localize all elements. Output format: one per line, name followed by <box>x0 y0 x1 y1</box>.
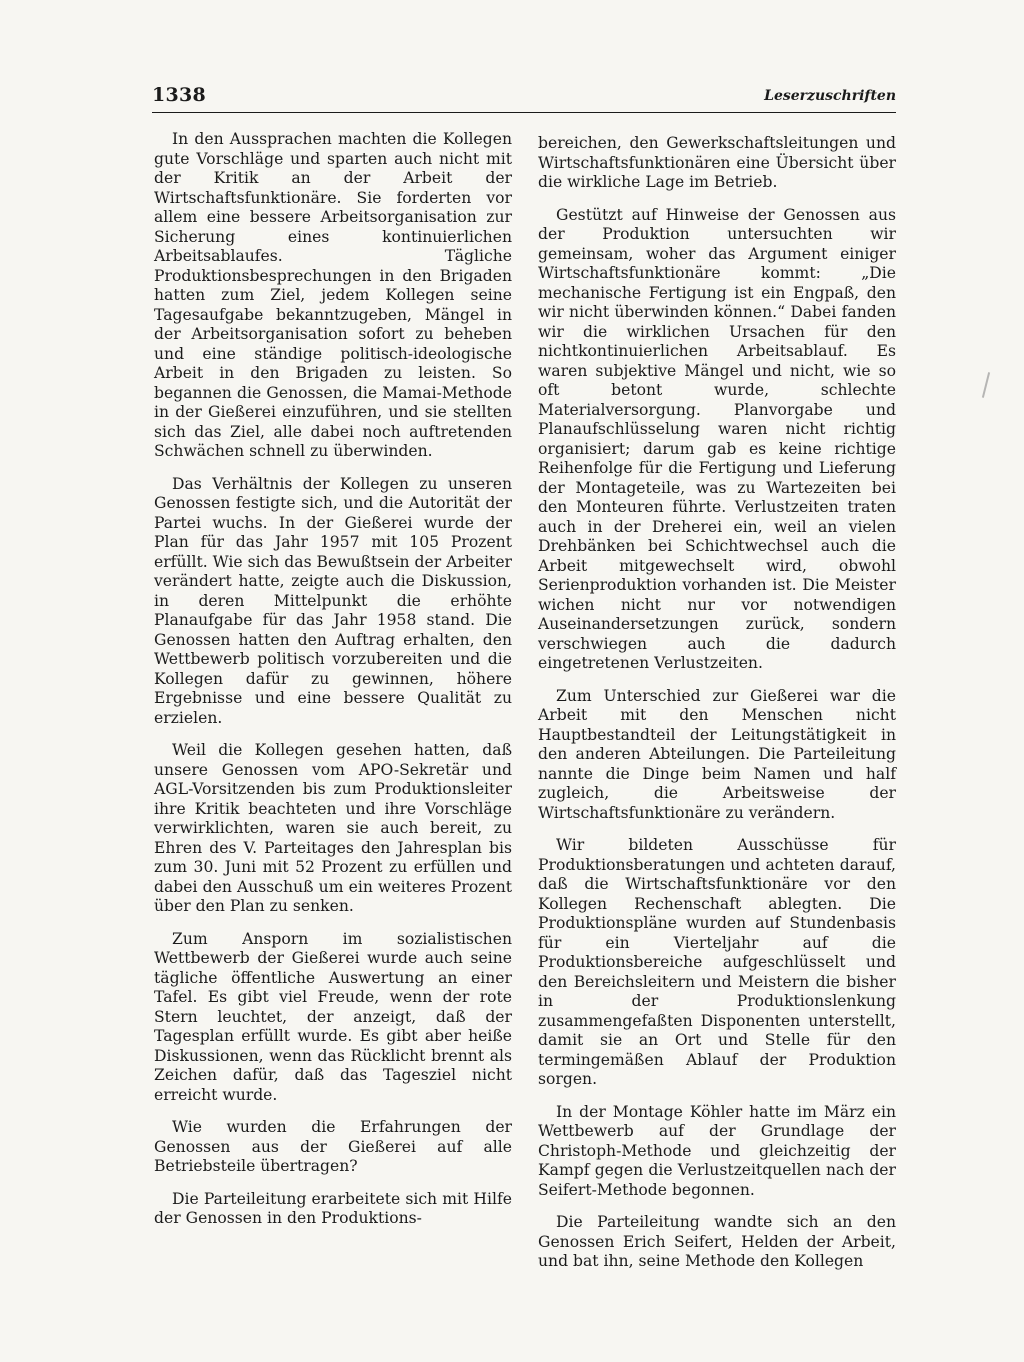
paragraph: Die Parteileitung wandte sich an den Genossen Erich Seifert, Helden der Arbeit, und bat ihn, seine Methode den Kollegen <box>538 1213 896 1270</box>
paragraph: Wie wurden die Erfahrungen der Genossen aus der Gießerei auf alle Betriebsteile übertragen? <box>154 1118 512 1175</box>
paragraph: In den Aussprachen machten die Kollegen gute Vorschläge und sparten auch nicht mit der Kritik an der Arbeit der Wirtschaftsfunktionäre. Sie forderten vor allem eine bessere Arbeitsorganisation zur Sicherung eines kontinuierlichen Arbeitsablaufes. Tägliche Produktionsbesprechungen in den Brigaden hatten zum Ziel, jedem Kollegen seine Tagesaufgabe bekanntzugeben, Mängel in der Arbeitsorganisation sofort zu beheben und eine ständige politisch-ideologische Arbeit in den Brigaden zu leisten. So begannen die Genossen, die Mamai-Methode in der Gießerei einzuführen, und sie stellten sich das Ziel, alle dabei noch auftretenden Schwächen schnell zu überwinden. <box>154 130 512 460</box>
header-rule <box>152 112 896 113</box>
paragraph: Zum Ansporn im sozialistischen Wettbewerb der Gießerei wurde auch seine tägliche öffentliche Auswertung an einer Tafel. Es gibt viel Freude, wenn der rote Stern leuchtet, der anzeigt, daß der Tagesplan erfüllt wurde. Es gibt aber heiße Diskussionen, wenn das Rücklicht brennt als Zeichen dafür, daß das Tagesziel nicht erreicht wurde. <box>154 929 512 1104</box>
paragraph: Gestützt auf Hinweise der Genossen aus der Produktion untersuchten wir gemeinsam, woher das Argument einiger Wirtschaftsfunktionäre kommt: „Die mechanische Fertigung ist ein Engpaß, den wir nicht überwinden können.“ Dabei fanden wir die wirklichen Ursachen für den nichtkontinuierlichen Arbeitsablauf. Es waren subjektive Mängel und nicht, wie so oft betont wurde, schlechte Materialversorgung. Planvorgabe und Planaufschlüsselung waren nicht richtig organisiert; darum gab es keine richtige Reihenfolge für die Fertigung und Lieferung der Montageteile, was zu Wartezeiten bei den Monteuren führte. Verlustzeiten traten auch in der Dreherei ein, weil an vielen Drehbänken bei Schichtwechsel auch die Arbeit mitgewechselt wird, obwohl Serienproduktion vorhanden ist. Die Meister wichen nicht nur vor notwendigen Auseinandersetzungen zurück, sondern verschwiegen auch die dadurch eingetretenen Verlustzeiten. <box>538 205 896 672</box>
left-column <box>154 130 512 1229</box>
right-column <box>538 134 896 1285</box>
paragraph: Wir bildeten Ausschüsse für Produktionsberatungen und achteten darauf, daß die Wirtschaftsfunktionäre vor den Kollegen Rechenschaft ablegten. Die Produktionspläne wurden auf Stundenbasis für ein Vierteljahr auf die Produktionsbereiche aufgeschlüsselt und den Bereichsleitern und Meistern die bisher in der Produktionslenkung zusammengefaßten Disponenten unterstellt, damit sie an Ort und Stelle für den termingemäßen Ablauf der Produktion sorgen. <box>538 836 896 1088</box>
paragraph: Zum Unterschied zur Gießerei war die Arbeit mit den Menschen nicht Hauptbestandteil der Leitungstätigkeit in den anderen Abteilungen. Die Parteileitung nannte die Dinge beim Namen und half zugleich, die Arbeitsweise der Wirtschaftsfunktionäre zu verändern. <box>538 686 896 822</box>
running-title: Leserzuschriften <box>764 88 896 104</box>
paragraph: In der Montage Köhler hatte im März ein Wettbewerb auf der Grundlage der Christoph-Methode und gleichzeitig der Kampf gegen die Verlustzeitquellen nach der Seifert-Methode begonnen. <box>538 1102 896 1199</box>
paragraph: Die Parteileitung erarbeitete sich mit Hilfe der Genossen in den Produktions- <box>154 1189 512 1227</box>
margin-pencil-mark <box>982 372 990 398</box>
page-number: 1338 <box>152 84 207 106</box>
paragraph: bereichen, den Gewerkschaftsleitungen und Wirtschaftsfunktionären eine Übersicht über die wirkliche Lage im Betrieb. <box>538 134 896 191</box>
paragraph: Das Verhältnis der Kollegen zu unseren Genossen festigte sich, und die Autorität der Partei wuchs. In der Gießerei wurde der Plan für das Jahr 1957 mit 105 Prozent erfüllt. Wie sich das Bewußtsein der Arbeiter verändert hatte, zeigte auch die Diskussion, in deren Mittelpunkt die erhöhte Planaufgabe für das Jahr 1958 stand. Die Genossen hatten den Auftrag erhalten, den Wettbewerb politisch vorzubereiten und die Kollegen dafür zu gewinnen, höhere Ergebnisse und eine bessere Qualität zu erzielen. <box>154 474 513 727</box>
paragraph: Weil die Kollegen gesehen hatten, daß unsere Genossen vom APO-Sekretär und AGL-Vorsitzenden bis zum Produktionsleiter ihre Kritik beachteten und ihre Vorschläge verwirklichten, waren sie auch bereit, zu Ehren des V. Parteitages den Jahresplan bis zum 30. Juni mit 52 Prozent zu erfüllen und dabei den Ausschuß um ein weiteres Prozent über den Plan zu senken. <box>154 741 512 915</box>
